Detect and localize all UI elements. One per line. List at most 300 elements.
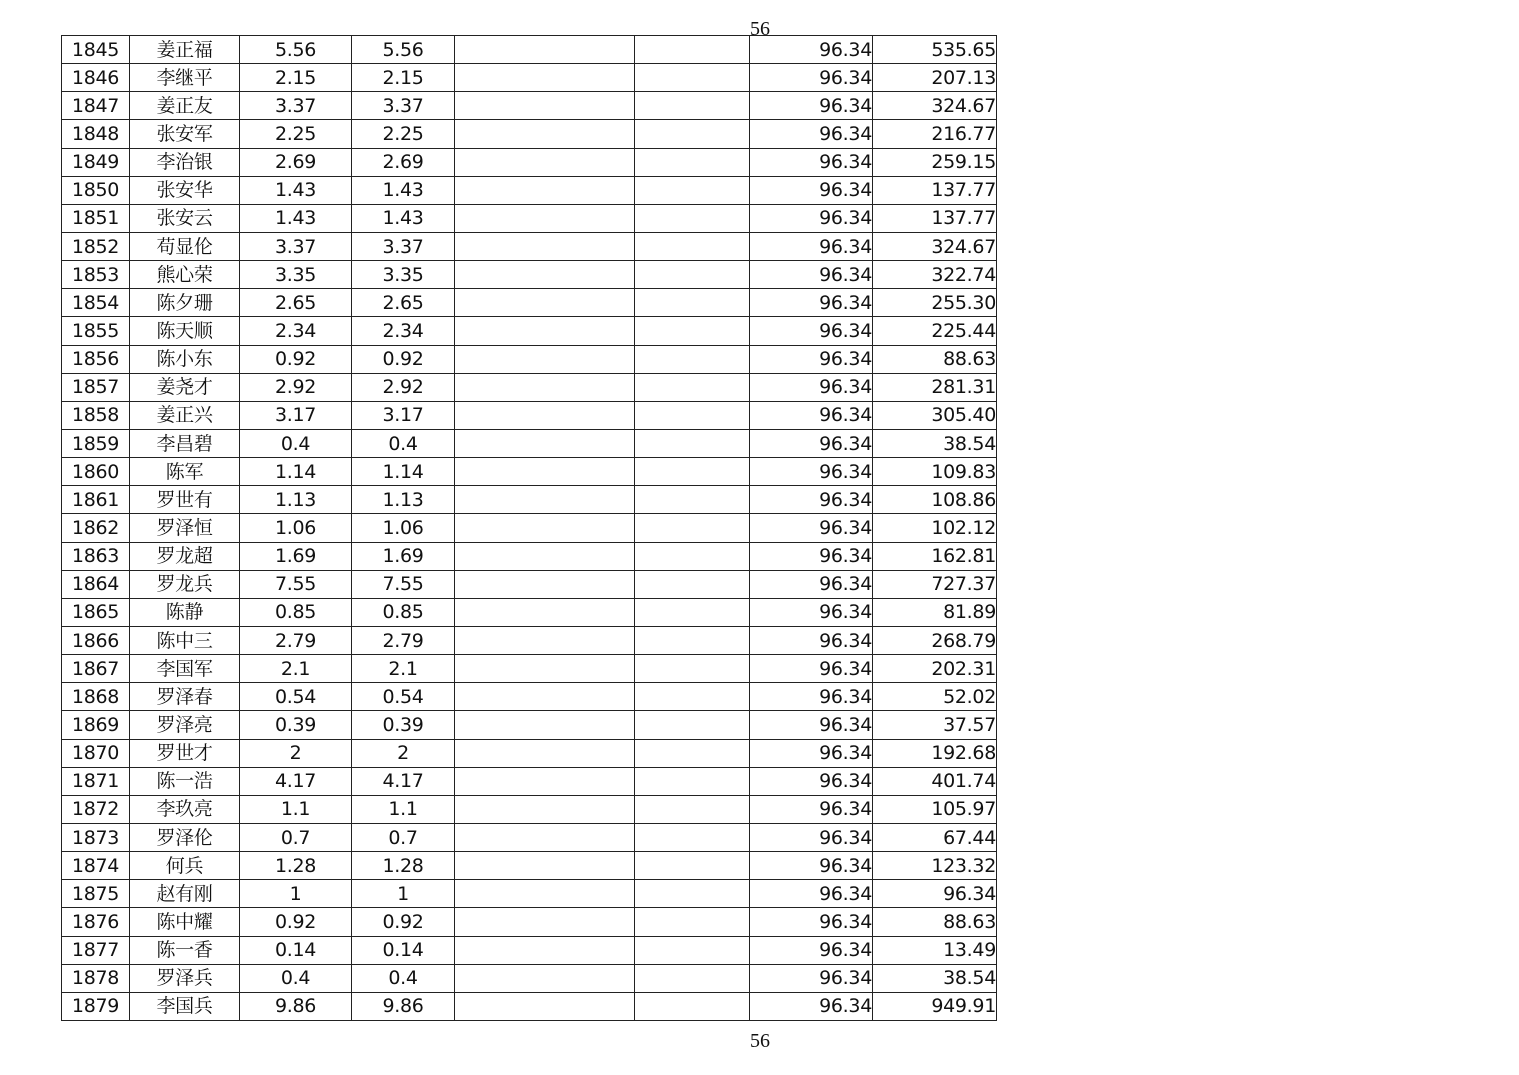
page-number-bottom: 56 bbox=[750, 1030, 770, 1052]
amount-cell: 192.68 bbox=[873, 739, 997, 767]
blank-cell bbox=[455, 655, 635, 683]
name-cell: 陈军 bbox=[130, 458, 240, 486]
area-cell: 0.85 bbox=[240, 598, 352, 626]
amount-cell: 727.37 bbox=[873, 570, 997, 598]
area-cell: 2.65 bbox=[240, 289, 352, 317]
name-cell: 罗泽恒 bbox=[130, 514, 240, 542]
row-number-cell: 1845 bbox=[62, 36, 130, 64]
unit-price-cell: 96.34 bbox=[750, 936, 873, 964]
confirmed-area-cell: 1.69 bbox=[352, 542, 455, 570]
unit-price-cell: 96.34 bbox=[750, 570, 873, 598]
unit-price-cell: 96.34 bbox=[750, 992, 873, 1020]
amount-cell: 324.67 bbox=[873, 92, 997, 120]
confirmed-area-cell: 0.7 bbox=[352, 823, 455, 851]
unit-price-cell: 96.34 bbox=[750, 542, 873, 570]
name-cell: 罗泽伦 bbox=[130, 823, 240, 851]
blank-cell bbox=[455, 711, 635, 739]
name-cell: 李国兵 bbox=[130, 992, 240, 1020]
table-row bbox=[62, 655, 997, 683]
name-cell: 张安军 bbox=[130, 120, 240, 148]
name-cell: 李继平 bbox=[130, 64, 240, 92]
blank-cell bbox=[635, 289, 750, 317]
blank-cell bbox=[635, 148, 750, 176]
area-cell: 4.17 bbox=[240, 767, 352, 795]
name-cell: 姜正友 bbox=[130, 92, 240, 120]
ledger-table bbox=[61, 35, 997, 1021]
blank-cell bbox=[455, 880, 635, 908]
blank-cell bbox=[455, 739, 635, 767]
blank-cell bbox=[635, 542, 750, 570]
amount-cell: 109.83 bbox=[873, 458, 997, 486]
area-cell: 5.56 bbox=[240, 36, 352, 64]
blank-cell bbox=[635, 458, 750, 486]
blank-cell bbox=[455, 36, 635, 64]
blank-cell bbox=[635, 373, 750, 401]
name-cell: 罗泽兵 bbox=[130, 964, 240, 992]
area-cell: 2.15 bbox=[240, 64, 352, 92]
area-cell: 0.4 bbox=[240, 429, 352, 457]
confirmed-area-cell: 2.15 bbox=[352, 64, 455, 92]
confirmed-area-cell: 3.37 bbox=[352, 232, 455, 260]
name-cell: 陈夕珊 bbox=[130, 289, 240, 317]
confirmed-area-cell: 2.92 bbox=[352, 373, 455, 401]
blank-cell bbox=[455, 542, 635, 570]
amount-cell: 105.97 bbox=[873, 795, 997, 823]
name-cell: 李玖亮 bbox=[130, 795, 240, 823]
blank-cell bbox=[455, 345, 635, 373]
blank-cell bbox=[635, 852, 750, 880]
area-cell: 1.43 bbox=[240, 176, 352, 204]
area-cell: 1.13 bbox=[240, 486, 352, 514]
table-row bbox=[62, 401, 997, 429]
table-row bbox=[62, 261, 997, 289]
blank-cell bbox=[635, 908, 750, 936]
amount-cell: 202.31 bbox=[873, 655, 997, 683]
area-cell: 1.28 bbox=[240, 852, 352, 880]
name-cell: 张安云 bbox=[130, 204, 240, 232]
row-number-cell: 1863 bbox=[62, 542, 130, 570]
blank-cell bbox=[455, 823, 635, 851]
table-row bbox=[62, 992, 997, 1020]
confirmed-area-cell: 2.1 bbox=[352, 655, 455, 683]
blank-cell bbox=[455, 64, 635, 92]
table-row bbox=[62, 486, 997, 514]
unit-price-cell: 96.34 bbox=[750, 852, 873, 880]
confirmed-area-cell: 1.43 bbox=[352, 176, 455, 204]
name-cell: 罗龙兵 bbox=[130, 570, 240, 598]
table-row bbox=[62, 373, 997, 401]
row-number-cell: 1851 bbox=[62, 204, 130, 232]
row-number-cell: 1873 bbox=[62, 823, 130, 851]
area-cell: 2.79 bbox=[240, 626, 352, 654]
blank-cell bbox=[635, 880, 750, 908]
area-cell: 1 bbox=[240, 880, 352, 908]
unit-price-cell: 96.34 bbox=[750, 598, 873, 626]
row-number-cell: 1849 bbox=[62, 148, 130, 176]
area-cell: 0.92 bbox=[240, 908, 352, 936]
area-cell: 0.39 bbox=[240, 711, 352, 739]
table-row bbox=[62, 64, 997, 92]
row-number-cell: 1855 bbox=[62, 317, 130, 345]
confirmed-area-cell: 2.34 bbox=[352, 317, 455, 345]
unit-price-cell: 96.34 bbox=[750, 429, 873, 457]
unit-price-cell: 96.34 bbox=[750, 908, 873, 936]
confirmed-area-cell: 2.79 bbox=[352, 626, 455, 654]
area-cell: 0.54 bbox=[240, 683, 352, 711]
unit-price-cell: 96.34 bbox=[750, 739, 873, 767]
unit-price-cell: 96.34 bbox=[750, 148, 873, 176]
area-cell: 2.1 bbox=[240, 655, 352, 683]
table-row bbox=[62, 711, 997, 739]
blank-cell bbox=[455, 795, 635, 823]
confirmed-area-cell: 0.85 bbox=[352, 598, 455, 626]
blank-cell bbox=[455, 317, 635, 345]
table-row bbox=[62, 767, 997, 795]
blank-cell bbox=[455, 261, 635, 289]
area-cell: 1.1 bbox=[240, 795, 352, 823]
name-cell: 张安华 bbox=[130, 176, 240, 204]
confirmed-area-cell: 1 bbox=[352, 880, 455, 908]
blank-cell bbox=[635, 626, 750, 654]
amount-cell: 88.63 bbox=[873, 908, 997, 936]
confirmed-area-cell: 2.65 bbox=[352, 289, 455, 317]
blank-cell bbox=[455, 992, 635, 1020]
row-number-cell: 1848 bbox=[62, 120, 130, 148]
confirmed-area-cell: 0.92 bbox=[352, 908, 455, 936]
table-row bbox=[62, 598, 997, 626]
area-cell: 3.35 bbox=[240, 261, 352, 289]
blank-cell bbox=[455, 626, 635, 654]
blank-cell bbox=[635, 317, 750, 345]
confirmed-area-cell: 0.14 bbox=[352, 936, 455, 964]
table-row bbox=[62, 429, 997, 457]
area-cell: 0.4 bbox=[240, 964, 352, 992]
unit-price-cell: 96.34 bbox=[750, 767, 873, 795]
row-number-cell: 1862 bbox=[62, 514, 130, 542]
amount-cell: 13.49 bbox=[873, 936, 997, 964]
table-row bbox=[62, 345, 997, 373]
name-cell: 姜正福 bbox=[130, 36, 240, 64]
row-number-cell: 1864 bbox=[62, 570, 130, 598]
confirmed-area-cell: 1.1 bbox=[352, 795, 455, 823]
unit-price-cell: 96.34 bbox=[750, 880, 873, 908]
amount-cell: 207.13 bbox=[873, 64, 997, 92]
blank-cell bbox=[635, 598, 750, 626]
confirmed-area-cell: 4.17 bbox=[352, 767, 455, 795]
name-cell: 李昌碧 bbox=[130, 429, 240, 457]
area-cell: 1.69 bbox=[240, 542, 352, 570]
confirmed-area-cell: 2 bbox=[352, 739, 455, 767]
table-row bbox=[62, 204, 997, 232]
unit-price-cell: 96.34 bbox=[750, 317, 873, 345]
table-row bbox=[62, 852, 997, 880]
blank-cell bbox=[455, 204, 635, 232]
confirmed-area-cell: 5.56 bbox=[352, 36, 455, 64]
confirmed-area-cell: 0.4 bbox=[352, 429, 455, 457]
table-row bbox=[62, 514, 997, 542]
table-row bbox=[62, 795, 997, 823]
blank-cell bbox=[635, 655, 750, 683]
row-number-cell: 1853 bbox=[62, 261, 130, 289]
blank-cell bbox=[635, 823, 750, 851]
blank-cell bbox=[635, 486, 750, 514]
amount-cell: 162.81 bbox=[873, 542, 997, 570]
unit-price-cell: 96.34 bbox=[750, 261, 873, 289]
amount-cell: 123.32 bbox=[873, 852, 997, 880]
confirmed-area-cell: 1.43 bbox=[352, 204, 455, 232]
name-cell: 罗世才 bbox=[130, 739, 240, 767]
blank-cell bbox=[635, 64, 750, 92]
area-cell: 0.7 bbox=[240, 823, 352, 851]
blank-cell bbox=[635, 232, 750, 260]
blank-cell bbox=[635, 401, 750, 429]
row-number-cell: 1857 bbox=[62, 373, 130, 401]
unit-price-cell: 96.34 bbox=[750, 92, 873, 120]
name-cell: 赵有刚 bbox=[130, 880, 240, 908]
blank-cell bbox=[455, 148, 635, 176]
row-number-cell: 1858 bbox=[62, 401, 130, 429]
name-cell: 陈中三 bbox=[130, 626, 240, 654]
unit-price-cell: 96.34 bbox=[750, 655, 873, 683]
area-cell: 2.34 bbox=[240, 317, 352, 345]
unit-price-cell: 96.34 bbox=[750, 36, 873, 64]
unit-price-cell: 96.34 bbox=[750, 626, 873, 654]
name-cell: 陈静 bbox=[130, 598, 240, 626]
table-row bbox=[62, 92, 997, 120]
table-row bbox=[62, 683, 997, 711]
blank-cell bbox=[455, 683, 635, 711]
table-row bbox=[62, 570, 997, 598]
amount-cell: 255.30 bbox=[873, 289, 997, 317]
unit-price-cell: 96.34 bbox=[750, 64, 873, 92]
blank-cell bbox=[635, 429, 750, 457]
row-number-cell: 1872 bbox=[62, 795, 130, 823]
table-row bbox=[62, 542, 997, 570]
row-number-cell: 1869 bbox=[62, 711, 130, 739]
table-row bbox=[62, 317, 997, 345]
table-row bbox=[62, 232, 997, 260]
row-number-cell: 1870 bbox=[62, 739, 130, 767]
row-number-cell: 1874 bbox=[62, 852, 130, 880]
blank-cell bbox=[455, 120, 635, 148]
row-number-cell: 1854 bbox=[62, 289, 130, 317]
table-row bbox=[62, 458, 997, 486]
blank-cell bbox=[635, 570, 750, 598]
blank-cell bbox=[455, 289, 635, 317]
row-number-cell: 1877 bbox=[62, 936, 130, 964]
unit-price-cell: 96.34 bbox=[750, 458, 873, 486]
table-row bbox=[62, 964, 997, 992]
amount-cell: 88.63 bbox=[873, 345, 997, 373]
table-row bbox=[62, 176, 997, 204]
row-number-cell: 1871 bbox=[62, 767, 130, 795]
blank-cell bbox=[635, 992, 750, 1020]
table-row bbox=[62, 823, 997, 851]
unit-price-cell: 96.34 bbox=[750, 401, 873, 429]
blank-cell bbox=[635, 204, 750, 232]
blank-cell bbox=[635, 767, 750, 795]
name-cell: 陈一香 bbox=[130, 936, 240, 964]
name-cell: 姜正兴 bbox=[130, 401, 240, 429]
table-row bbox=[62, 936, 997, 964]
amount-cell: 52.02 bbox=[873, 683, 997, 711]
row-number-cell: 1861 bbox=[62, 486, 130, 514]
row-number-cell: 1852 bbox=[62, 232, 130, 260]
confirmed-area-cell: 0.92 bbox=[352, 345, 455, 373]
unit-price-cell: 96.34 bbox=[750, 711, 873, 739]
table-row bbox=[62, 626, 997, 654]
blank-cell bbox=[455, 570, 635, 598]
area-cell: 2.69 bbox=[240, 148, 352, 176]
amount-cell: 96.34 bbox=[873, 880, 997, 908]
name-cell: 陈小东 bbox=[130, 345, 240, 373]
amount-cell: 108.86 bbox=[873, 486, 997, 514]
area-cell: 9.86 bbox=[240, 992, 352, 1020]
amount-cell: 67.44 bbox=[873, 823, 997, 851]
confirmed-area-cell: 1.14 bbox=[352, 458, 455, 486]
blank-cell bbox=[455, 598, 635, 626]
name-cell: 罗泽春 bbox=[130, 683, 240, 711]
blank-cell bbox=[635, 36, 750, 64]
unit-price-cell: 96.34 bbox=[750, 176, 873, 204]
table-row bbox=[62, 36, 997, 64]
area-cell: 3.37 bbox=[240, 92, 352, 120]
amount-cell: 102.12 bbox=[873, 514, 997, 542]
row-number-cell: 1876 bbox=[62, 908, 130, 936]
amount-cell: 535.65 bbox=[873, 36, 997, 64]
row-number-cell: 1859 bbox=[62, 429, 130, 457]
confirmed-area-cell: 3.35 bbox=[352, 261, 455, 289]
amount-cell: 38.54 bbox=[873, 429, 997, 457]
table-row bbox=[62, 908, 997, 936]
confirmed-area-cell: 1.28 bbox=[352, 852, 455, 880]
row-number-cell: 1865 bbox=[62, 598, 130, 626]
amount-cell: 225.44 bbox=[873, 317, 997, 345]
confirmed-area-cell: 9.86 bbox=[352, 992, 455, 1020]
area-cell: 2.25 bbox=[240, 120, 352, 148]
unit-price-cell: 96.34 bbox=[750, 232, 873, 260]
row-number-cell: 1868 bbox=[62, 683, 130, 711]
amount-cell: 37.57 bbox=[873, 711, 997, 739]
blank-cell bbox=[635, 711, 750, 739]
area-cell: 3.37 bbox=[240, 232, 352, 260]
row-number-cell: 1879 bbox=[62, 992, 130, 1020]
table-row bbox=[62, 880, 997, 908]
amount-cell: 216.77 bbox=[873, 120, 997, 148]
blank-cell bbox=[455, 458, 635, 486]
amount-cell: 949.91 bbox=[873, 992, 997, 1020]
confirmed-area-cell: 1.06 bbox=[352, 514, 455, 542]
blank-cell bbox=[635, 345, 750, 373]
name-cell: 李治银 bbox=[130, 148, 240, 176]
unit-price-cell: 96.34 bbox=[750, 373, 873, 401]
amount-cell: 137.77 bbox=[873, 204, 997, 232]
name-cell: 陈一浩 bbox=[130, 767, 240, 795]
blank-cell bbox=[635, 936, 750, 964]
blank-cell bbox=[455, 852, 635, 880]
row-number-cell: 1878 bbox=[62, 964, 130, 992]
unit-price-cell: 96.34 bbox=[750, 120, 873, 148]
row-number-cell: 1850 bbox=[62, 176, 130, 204]
unit-price-cell: 96.34 bbox=[750, 514, 873, 542]
blank-cell bbox=[635, 261, 750, 289]
row-number-cell: 1866 bbox=[62, 626, 130, 654]
row-number-cell: 1846 bbox=[62, 64, 130, 92]
name-cell: 罗龙超 bbox=[130, 542, 240, 570]
blank-cell bbox=[455, 373, 635, 401]
amount-cell: 259.15 bbox=[873, 148, 997, 176]
name-cell: 姜尧才 bbox=[130, 373, 240, 401]
blank-cell bbox=[635, 683, 750, 711]
unit-price-cell: 96.34 bbox=[750, 204, 873, 232]
name-cell: 陈天顺 bbox=[130, 317, 240, 345]
unit-price-cell: 96.34 bbox=[750, 795, 873, 823]
blank-cell bbox=[455, 486, 635, 514]
area-cell: 2.92 bbox=[240, 373, 352, 401]
name-cell: 李国军 bbox=[130, 655, 240, 683]
blank-cell bbox=[455, 401, 635, 429]
confirmed-area-cell: 3.37 bbox=[352, 92, 455, 120]
area-cell: 1.43 bbox=[240, 204, 352, 232]
unit-price-cell: 96.34 bbox=[750, 486, 873, 514]
table-row bbox=[62, 739, 997, 767]
table-row bbox=[62, 148, 997, 176]
blank-cell bbox=[455, 429, 635, 457]
blank-cell bbox=[455, 92, 635, 120]
page-number-top: 56 bbox=[750, 18, 770, 40]
area-cell: 3.17 bbox=[240, 401, 352, 429]
unit-price-cell: 96.34 bbox=[750, 823, 873, 851]
blank-cell bbox=[635, 176, 750, 204]
confirmed-area-cell: 3.17 bbox=[352, 401, 455, 429]
confirmed-area-cell: 1.13 bbox=[352, 486, 455, 514]
confirmed-area-cell: 0.39 bbox=[352, 711, 455, 739]
table-row bbox=[62, 289, 997, 317]
blank-cell bbox=[455, 936, 635, 964]
confirmed-area-cell: 2.25 bbox=[352, 120, 455, 148]
blank-cell bbox=[635, 739, 750, 767]
blank-cell bbox=[455, 514, 635, 542]
name-cell: 罗世有 bbox=[130, 486, 240, 514]
unit-price-cell: 96.34 bbox=[750, 964, 873, 992]
blank-cell bbox=[455, 964, 635, 992]
confirmed-area-cell: 0.54 bbox=[352, 683, 455, 711]
amount-cell: 137.77 bbox=[873, 176, 997, 204]
amount-cell: 268.79 bbox=[873, 626, 997, 654]
unit-price-cell: 96.34 bbox=[750, 683, 873, 711]
amount-cell: 38.54 bbox=[873, 964, 997, 992]
area-cell: 7.55 bbox=[240, 570, 352, 598]
row-number-cell: 1875 bbox=[62, 880, 130, 908]
unit-price-cell: 96.34 bbox=[750, 345, 873, 373]
row-number-cell: 1847 bbox=[62, 92, 130, 120]
blank-cell bbox=[635, 514, 750, 542]
row-number-cell: 1856 bbox=[62, 345, 130, 373]
amount-cell: 324.67 bbox=[873, 232, 997, 260]
blank-cell bbox=[455, 176, 635, 204]
blank-cell bbox=[635, 120, 750, 148]
blank-cell bbox=[635, 964, 750, 992]
confirmed-area-cell: 2.69 bbox=[352, 148, 455, 176]
area-cell: 0.92 bbox=[240, 345, 352, 373]
name-cell: 何兵 bbox=[130, 852, 240, 880]
amount-cell: 81.89 bbox=[873, 598, 997, 626]
area-cell: 1.06 bbox=[240, 514, 352, 542]
ledger-body bbox=[62, 36, 997, 1021]
blank-cell bbox=[635, 92, 750, 120]
name-cell: 陈中耀 bbox=[130, 908, 240, 936]
confirmed-area-cell: 7.55 bbox=[352, 570, 455, 598]
